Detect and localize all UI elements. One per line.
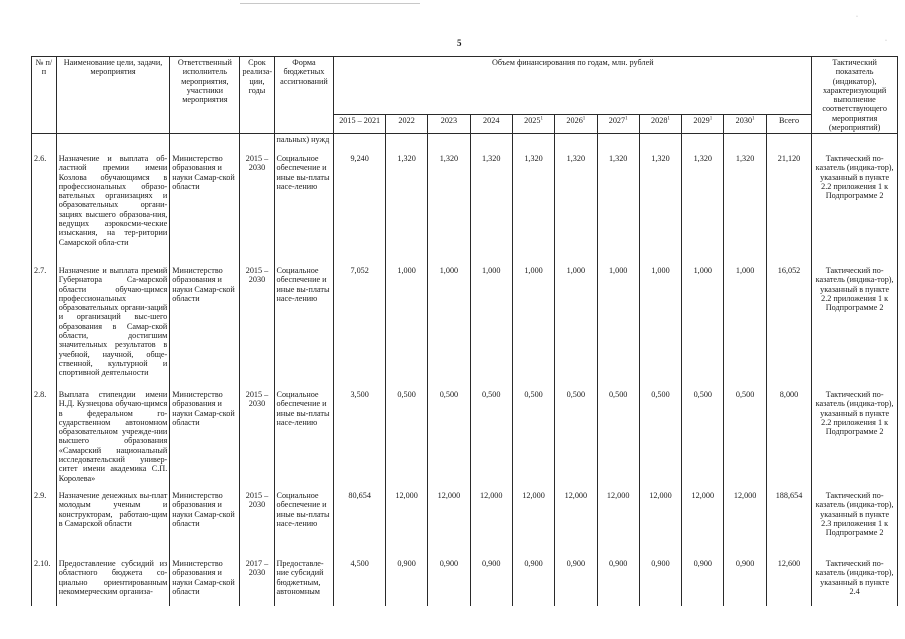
budget-form: Социальное обеспечение и иные вы-платы насе-лению [274,389,334,490]
responsible-executor: Министерство образования и науки Самар-ской области [170,265,240,389]
empty-cell [428,134,470,154]
year-label: 2028 [651,115,668,125]
tactical-indicator: Тактический по-казатель (индика-тор), указанный в пункте 2.2 приложения 1 к Подпрограмме 2 [812,153,898,265]
financing-value: 7,052 [334,265,386,389]
financing-value: 0,500 [555,389,597,490]
continuation-row [32,134,898,154]
financing-value: 0,500 [512,389,554,490]
financing-value: 1,320 [555,153,597,265]
financing-value: 1,000 [724,265,766,389]
financing-value: 1,320 [428,153,470,265]
financing-total: 21,120 [766,153,811,265]
financing-value: 0,500 [385,389,427,490]
header-num: № п/п [32,57,57,134]
year-footnote-mark: 1 [709,115,713,121]
financing-total: 8,000 [766,389,811,490]
tactical-indicator: Тактический по-казатель (индика-тор), указанный в пункте 2.3 приложения 1 к Подпрограмме 2 [812,490,898,558]
financing-value: 0,900 [724,558,766,606]
table-row [32,558,898,606]
year-header-cell [724,114,766,134]
financing-value: 0,900 [428,558,470,606]
measure-name: Выплата стипендии имени Н.Д. Кузнецова обучаю-щимся в федеральном го-сударственном автономном образовательном учрежде-нии высшего образования «Самарский национальный исследовательский универ-ситет имени академика С.П. Королева» [56,389,170,490]
empty-cell [470,134,512,154]
budget-form: Социальное обеспечение и иные вы-платы насе-лению [274,490,334,558]
financing-value: 0,500 [597,389,639,490]
financing-value: 1,000 [682,265,724,389]
scan-top-line [240,3,420,4]
row-number: 2.9. [32,490,57,558]
table-row [32,389,898,490]
financing-value: 12,000 [428,490,470,558]
year-header-cell [334,114,386,134]
implementation-term: 2017 – 2030 [240,558,274,606]
empty-cell [334,134,386,154]
year-header-cell [470,114,512,134]
year-label: Всего [778,115,800,125]
measure-name: Предоставление субсидий из областного бюджета со-циально ориентированным некоммерческим организа- [56,558,170,606]
empty-cell [32,134,57,154]
empty-cell [385,134,427,154]
financing-value: 12,000 [555,490,597,558]
implementation-term: 2015 – 2030 [240,153,274,265]
year-header-cell [385,114,427,134]
continuation-text: пальных) нужд [274,134,334,154]
header-indicator: Тактический показатель (индикатор), характеризующий выполнение соответствующего мероприятия (мероприятий) [812,57,898,134]
financing-value: 0,500 [724,389,766,490]
financing-value: 12,000 [597,490,639,558]
financing-value: 1,000 [470,265,512,389]
empty-cell [240,134,274,154]
financing-value: 1,000 [512,265,554,389]
financing-value: 12,000 [682,490,724,558]
implementation-term: 2015 – 2030 [240,389,274,490]
year-header-cell [639,114,681,134]
financing-value: 12,000 [724,490,766,558]
empty-cell [682,134,724,154]
year-header-cell [766,114,811,134]
financing-total: 188,654 [766,490,811,558]
budget-form: Предоставле-ние субсидий бюджетным, автономным [274,558,334,606]
year-label: 2029 [693,115,710,125]
responsible-executor: Министерство образования и науки Самар-ской области [170,558,240,606]
financing-value: 0,900 [682,558,724,606]
scan-speck: · [856,14,858,20]
header-volume: Объем финансирования по годам, млн. рублей [334,57,812,115]
tactical-indicator: Тактический по-казатель (индика-тор), указанный в пункте 2.4 [812,558,898,606]
financing-total: 16,052 [766,265,811,389]
year-footnote-mark: 1 [752,115,755,121]
table-body [32,134,898,607]
scan-speck: · [885,38,887,44]
financing-value: 1,320 [597,153,639,265]
financing-value: 3,500 [334,389,386,490]
table-row [32,490,898,558]
year-header-cell [597,114,639,134]
responsible-executor: Министерство образования и науки Самар-ской области [170,153,240,265]
financing-value: 0,500 [428,389,470,490]
header-form: Форма бюджетных ассигнований [274,57,334,134]
financing-value: 0,900 [470,558,512,606]
financing-value: 1,320 [724,153,766,265]
financing-total: 12,600 [766,558,811,606]
row-number: 2.10. [32,558,57,606]
empty-cell [639,134,681,154]
financing-value: 12,000 [512,490,554,558]
measure-name: Назначение денежных вы-плат молодым ученым и конструкторам, работаю-щим в Самарской области [56,490,170,558]
empty-cell [597,134,639,154]
financing-value: 0,500 [470,389,512,490]
empty-cell [56,134,170,154]
page-number: 5 [457,38,462,48]
year-label: 2023 [440,115,458,125]
responsible-executor: Министерство образования и науки Самар-ской области [170,389,240,490]
empty-cell [724,134,766,154]
financing-value: 0,500 [639,389,681,490]
measure-name: Назначение и выплата об-ластной премии имени Козлова обучающимся в профессиональных образо-вательных организациях и образовательных органи-зациях высшего образова-ния, ведущих аэрокосми-ческие изыскания, на тер-ритории Самарской обла-сти [56,153,170,265]
financing-value: 1,000 [428,265,470,389]
financing-table [31,56,898,606]
header-executor: Ответственный исполнитель мероприятия, участники мероприятия [170,57,240,134]
responsible-executor: Министерство образования и науки Самар-ской области [170,490,240,558]
financing-value: 0,900 [597,558,639,606]
year-label: 2015 – 2021 [339,115,381,125]
year-footnote-mark: 1 [582,115,586,121]
row-number: 2.7. [32,265,57,389]
year-header-cell [512,114,554,134]
financing-value: 4,500 [334,558,386,606]
year-label: 2030 [735,115,753,125]
implementation-term: 2015 – 2030 [240,490,274,558]
table-row [32,265,898,389]
budget-form: Социальное обеспечение и иные вы-платы насе-лению [274,153,334,265]
financing-value: 0,900 [639,558,681,606]
financing-value: 9,240 [334,153,386,265]
year-footnote-mark: 1 [625,115,628,121]
year-footnote-mark: 1 [667,115,670,121]
financing-value: 12,000 [639,490,681,558]
financing-value: 80,654 [334,490,386,558]
financing-value: 0,900 [512,558,554,606]
financing-value: 1,320 [682,153,724,265]
header-name: Наименование цели, задачи, мероприятия [56,57,170,134]
table-header [32,57,898,134]
year-header-cell [682,114,724,134]
financing-value: 12,000 [385,490,427,558]
financing-value: 1,000 [555,265,597,389]
measure-name: Назначение и выплата премий Губернатора Са-марской области обучаю-щимся профессиональных образовательных органи-заций и организаций выс-шего образования в Самар-ской области, достигшим значительных результатов в учебной, научной, обще-ственной, культурной и спортивной деятельности [56,265,170,389]
budget-form: Социальное обеспечение и иные вы-платы насе-лению [274,265,334,389]
empty-cell [512,134,554,154]
row-number: 2.8. [32,389,57,490]
year-label: 2024 [483,115,500,125]
financing-value: 1,320 [512,153,554,265]
year-label: 2022 [398,115,415,125]
row-number: 2.6. [32,153,57,265]
empty-cell [555,134,597,154]
year-header-cell [428,114,470,134]
empty-cell [170,134,240,154]
year-label: 2027 [608,115,626,125]
financing-value: 0,500 [682,389,724,490]
empty-cell [812,134,898,154]
empty-cell [766,134,811,154]
header-term: Срок реализа-ции, годы [240,57,274,134]
financing-value: 1,000 [597,265,639,389]
implementation-term: 2015 – 2030 [240,265,274,389]
financing-value: 1,320 [385,153,427,265]
year-label: 2025 [524,115,541,125]
tactical-indicator: Тактический по-казатель (индика-тор), указанный в пункте 2.2 приложения 1 к Подпрограмме 2 [812,389,898,490]
financing-value: 1,320 [470,153,512,265]
table-row [32,153,898,265]
tactical-indicator: Тактический по-казатель (индика-тор), указанный в пункте 2.2 приложения 1 к Подпрограмме 2 [812,265,898,389]
year-footnote-mark: 1 [540,115,543,121]
financing-value: 12,000 [470,490,512,558]
year-header-cell [555,114,597,134]
financing-value: 1,320 [639,153,681,265]
year-label: 2026 [566,115,583,125]
financing-value: 0,900 [555,558,597,606]
financing-value: 1,000 [385,265,427,389]
financing-value: 0,900 [385,558,427,606]
financing-value: 1,000 [639,265,681,389]
